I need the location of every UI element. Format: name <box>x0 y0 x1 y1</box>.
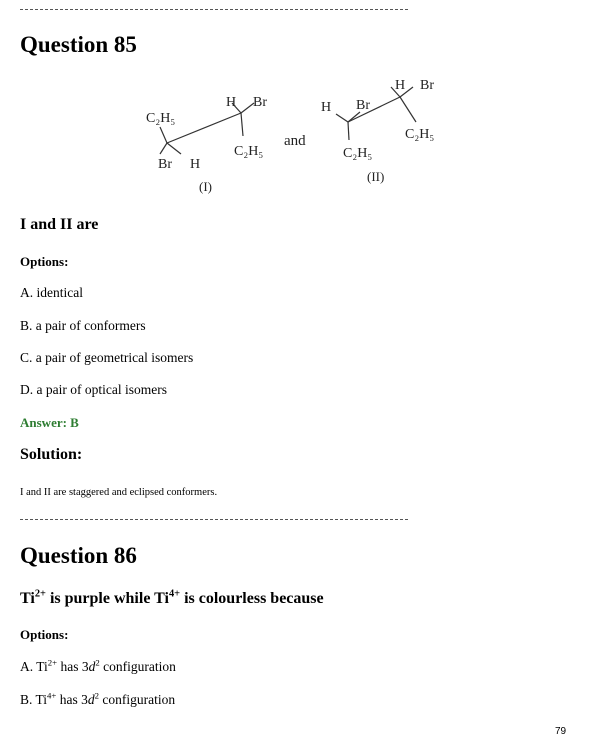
option-a: A. identical <box>20 285 83 300</box>
option-b-charge: 4+ <box>47 690 57 701</box>
br-label-II-left: Br <box>356 98 370 113</box>
answer-label: Answer: B <box>20 415 79 430</box>
option-b-end: configuration <box>99 692 176 707</box>
option-a-86 <box>20 659 176 675</box>
c2h5-label-II-right: C₂H₅ <box>405 127 435 142</box>
c2h5-label-II-bottom: C₂H₅ <box>343 146 373 161</box>
option-b-mid: has 3 <box>56 692 88 707</box>
option-b-prefix: B. Ti <box>20 692 48 707</box>
option-b-86 <box>20 692 175 708</box>
stem-charge-1: 2+ <box>34 588 46 600</box>
option-b-exp: 2 <box>94 690 100 701</box>
h-label-I-bottom: H <box>190 157 201 172</box>
option-d: D. a pair of optical isomers <box>20 382 167 397</box>
option-a-exp: 2 <box>95 657 100 668</box>
page-number: 79 <box>555 726 567 737</box>
h-label-I-top: H <box>226 95 237 110</box>
option-a-prefix: A. Ti <box>20 659 48 674</box>
stem-charge-2: 4+ <box>168 588 181 600</box>
question-86-options-heading: Options: <box>20 627 69 642</box>
question-divider <box>20 519 408 520</box>
and-label: and <box>284 133 306 149</box>
stem-mid: is purple while Ti <box>45 590 169 607</box>
c2h5-label-I-top: C₂H₅ <box>146 111 176 126</box>
bond-c1-h-II <box>336 114 348 122</box>
solution-text: I and II are staggered and eclipsed conformers. <box>20 487 218 498</box>
question-86-stem <box>20 590 324 608</box>
c2h5-label-I-bottom: C₂H₅ <box>234 144 264 159</box>
question-85-stem: I and II are <box>20 216 99 233</box>
h-label-II-right: H <box>395 78 406 93</box>
top-divider <box>20 9 408 10</box>
br-label-II-right: Br <box>420 78 434 93</box>
question-85-options-heading: Options: <box>20 254 69 269</box>
option-b-d: d <box>87 692 95 707</box>
br-label-I-top: Br <box>253 95 267 110</box>
bond-c1-c2h5-I <box>160 127 167 143</box>
bond-c1-c2h5-II <box>348 122 349 140</box>
bond-c1-c2-I <box>167 113 241 143</box>
question-86-title: Question 86 <box>20 543 137 568</box>
option-a-mid: has 3 <box>57 659 89 674</box>
structure-I-label: (I) <box>199 179 212 194</box>
structure-II-label: (II) <box>367 169 385 184</box>
conformer-figure <box>0 70 460 200</box>
option-a-end: configuration <box>99 659 176 674</box>
option-a-d: d <box>88 659 96 674</box>
h-label-II-left: H <box>321 100 332 115</box>
bond-c2-c2h5-II <box>400 97 416 122</box>
bond-c1-br-I <box>160 143 167 154</box>
bond-c1-h-I <box>167 143 181 154</box>
option-c: C. a pair of geometrical isomers <box>20 350 194 365</box>
question-85-title: Question 85 <box>20 32 137 57</box>
solution-heading: Solution: <box>20 446 83 463</box>
stem-ti: Ti <box>20 590 35 607</box>
option-a-charge: 2+ <box>47 657 58 668</box>
option-b: B. a pair of conformers <box>20 318 146 333</box>
stem-end: is colourless because <box>180 590 324 607</box>
br-label-I-bottom: Br <box>158 157 172 172</box>
bond-c2-c2h5-I <box>241 113 243 136</box>
